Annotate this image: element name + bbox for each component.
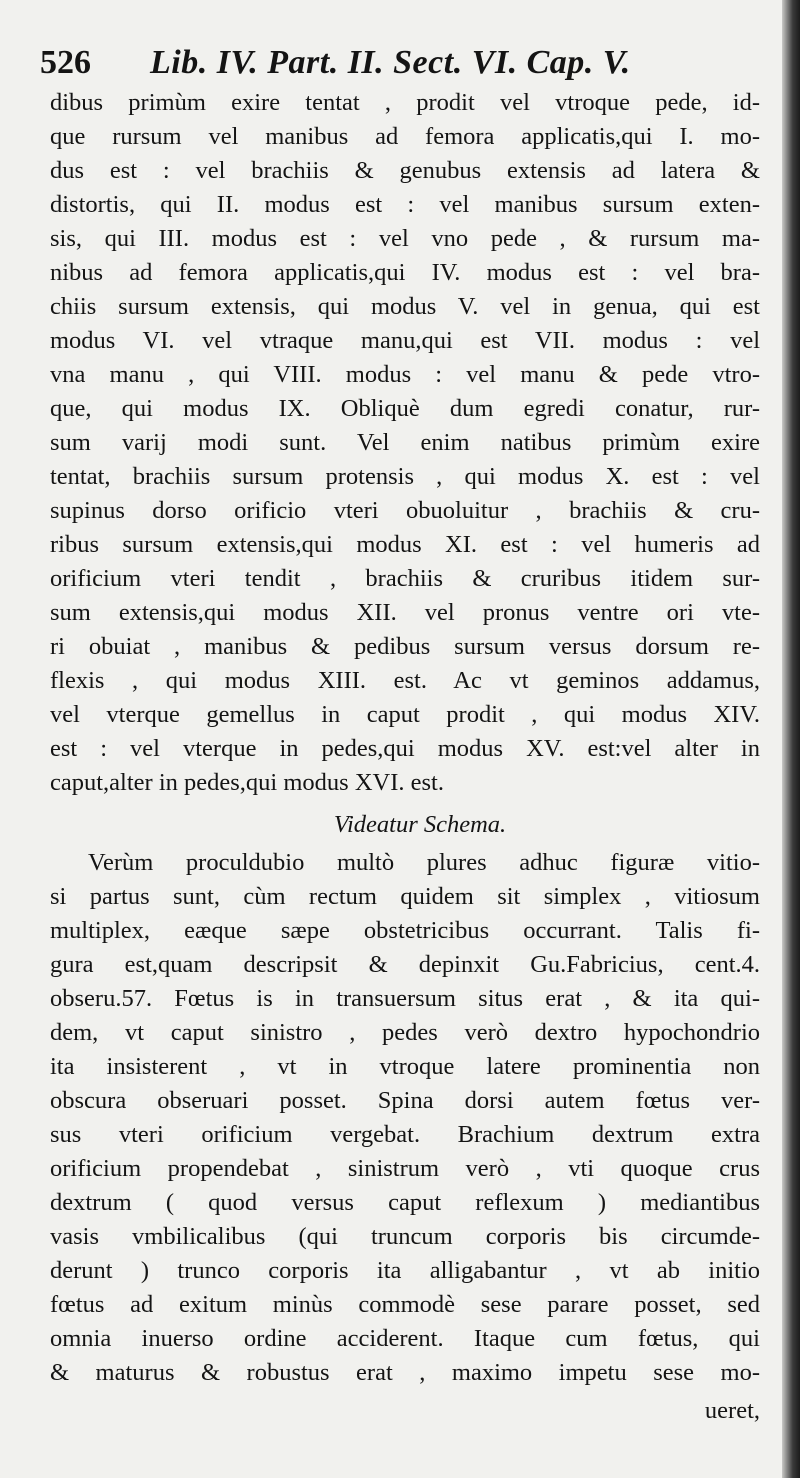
text-line: & maturus & robustus erat , maximo impetu sese mo-: [50, 1359, 760, 1386]
text-line: tentat, brachiis sursum protensis , qui modus X. est : vel: [50, 463, 760, 490]
text-line: que rursum vel manibus ad femora applicatis,qui I. mo-: [50, 123, 760, 150]
text-line: Verùm proculdubio multò plures adhuc figuræ vitio-: [88, 849, 760, 876]
text-line: ribus sursum extensis,qui modus XI. est : vel humeris ad: [50, 531, 760, 558]
text-line: ita insisterent , vt in vtroque latere prominentia non: [50, 1053, 760, 1080]
text-line: dem, vt caput sinistro , pedes verò dextro hypochondrio: [50, 1019, 760, 1046]
text-line: orificium propendebat , sinistrum verò , vti quoque crus: [50, 1155, 760, 1182]
text-line: ri obuiat , manibus & pedibus sursum versus dorsum re-: [50, 633, 760, 660]
text-line: sus vteri orificium vergebat. Brachium dextrum extra: [50, 1121, 760, 1148]
text-line: sum extensis,qui modus XII. vel pronus ventre ori vte-: [50, 599, 760, 626]
text-line: sis, qui III. modus est : vel vno pede , & rursum ma-: [50, 225, 760, 252]
text-line: vasis vmbilicalibus (qui truncum corporis bis circumde-: [50, 1223, 760, 1250]
figure-reference: Videatur Schema.: [333, 811, 507, 838]
text-line: dibus primùm exire tentat , prodit vel vtroque pede, id-: [50, 89, 760, 116]
text-line: vna manu , qui VIII. modus : vel manu & pede vtro-: [50, 361, 760, 388]
text-line: caput,alter in pedes,qui modus XVI. est.: [50, 769, 444, 796]
text-line: obseru.57. Fœtus is in transuersum situs erat , & ita qui-: [50, 985, 760, 1012]
text-line: dus est : vel brachiis & genubus extensis ad latera &: [50, 157, 760, 184]
text-line: fœtus ad exitum minùs commodè sese parare posset, sed: [50, 1291, 760, 1318]
text-line: dextrum ( quod versus caput reflexum ) mediantibus: [50, 1189, 760, 1216]
page-edge-shadow: [782, 0, 800, 1478]
text-line: multiplex, eæque sæpe obstetricibus occurrant. Talis fi-: [50, 917, 760, 944]
text-line: si partus sunt, cùm rectum quidem sit simplex , vitiosum: [50, 883, 760, 910]
text-line: supinus dorso orificio vteri obuoluitur , brachiis & cru-: [50, 497, 760, 524]
page-number: 526: [40, 44, 91, 81]
text-line: sum varij modi sunt. Vel enim natibus primùm exire: [50, 429, 760, 456]
text-line: chiis sursum extensis, qui modus V. vel in genua, qui est: [50, 293, 760, 320]
text-line: nibus ad femora applicatis,qui IV. modus est : vel bra-: [50, 259, 760, 286]
text-line: derunt ) trunco corporis ita alligabantur , vt ab initio: [50, 1257, 760, 1284]
text-line: distortis, qui II. modus est : vel manibus sursum exten-: [50, 191, 760, 218]
text-line: que, qui modus IX. Obliquè dum egredi conatur, rur-: [50, 395, 760, 422]
running-title: Lib. IV. Part. II. Sect. VI. Cap. V.: [150, 44, 631, 81]
catchword: ueret,: [704, 1397, 760, 1424]
text-line: flexis , qui modus XIII. est. Ac vt geminos addamus,: [50, 667, 760, 694]
text-line: est : vel vterque in pedes,qui modus XV. est:vel alter in: [50, 735, 760, 762]
text-line: obscura obseruari posset. Spina dorsi autem fœtus ver-: [50, 1087, 760, 1114]
text-line: gura est,quam descripsit & depinxit Gu.Fabricius, cent.4.: [50, 951, 760, 978]
text-line: modus VI. vel vtraque manu,qui est VII. modus : vel: [50, 327, 760, 354]
text-line: vel vterque gemellus in caput prodit , qui modus XIV.: [50, 701, 760, 728]
text-line: orificium vteri tendit , brachiis & cruribus itidem sur-: [50, 565, 760, 592]
text-line: omnia inuerso ordine acciderent. Itaque cum fœtus, qui: [50, 1325, 760, 1352]
